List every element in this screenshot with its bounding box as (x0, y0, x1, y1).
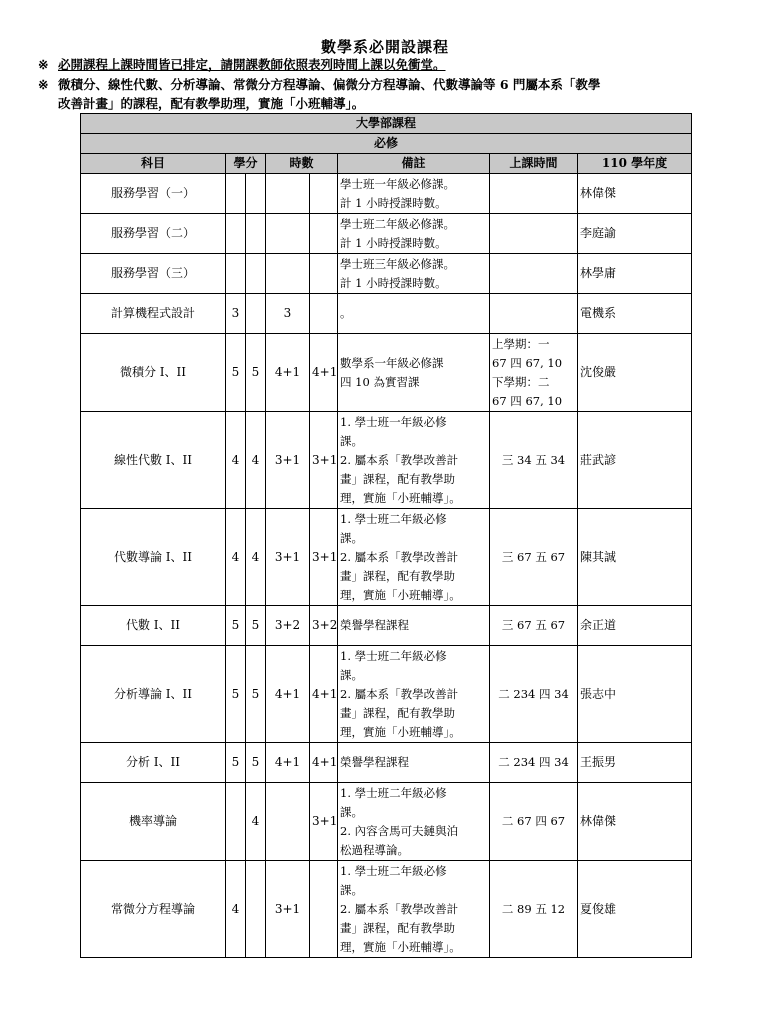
course-name: 代數 I、II (81, 606, 226, 646)
credits-sem2: 4 (246, 412, 266, 509)
credits-sem1 (226, 174, 246, 214)
remarks-line: 畫」課程，配有教學助 (340, 920, 455, 935)
course-remarks (338, 174, 490, 214)
course-teacher: 莊武諺 (578, 412, 692, 509)
credits-sem1 (226, 254, 246, 294)
credits-sem1: 3 (226, 294, 246, 334)
schedule-line: 三 67 五 67 (501, 618, 566, 632)
remarks-line: 1. 學士班二年級必修 (340, 863, 447, 878)
header-subject: 科目 (81, 154, 226, 174)
course-name: 機率導論 (81, 783, 226, 861)
header-remarks: 備註 (338, 154, 490, 174)
hours-sem1: 4+1 (266, 646, 310, 743)
course-row (81, 254, 692, 294)
remarks-line: 課。 (340, 667, 363, 682)
hours-sem1: 3 (266, 294, 310, 334)
note-schedule (38, 55, 446, 74)
hours-sem2 (310, 174, 338, 214)
hours-sem2 (310, 214, 338, 254)
credits-sem1: 4 (226, 412, 246, 509)
page-title: 數學系必開設課程 (320, 38, 449, 56)
band-required-label: 必修 (81, 134, 692, 154)
hours-sem1: 4+1 (266, 743, 310, 783)
course-schedule (490, 412, 578, 509)
hours-sem1: 3+1 (266, 412, 310, 509)
credits-sem2: 4 (246, 509, 266, 606)
course-row (81, 334, 692, 412)
header-credits: 學分 (226, 154, 266, 174)
credits-sem2 (246, 861, 266, 958)
course-row (81, 412, 692, 509)
remarks-line: 畫」課程，配有教學助 (340, 568, 455, 583)
note-schedule-text: 必開課程上課時間皆已排定，請開課教師依照表列時間上課以免衝堂。 (58, 57, 446, 72)
hours-sem2: 4+1 (310, 334, 338, 412)
schedule-line: 67 四 67, 10 (492, 355, 563, 370)
credits-sem1: 5 (226, 743, 246, 783)
hours-sem2: 4+1 (310, 646, 338, 743)
course-name: 服務學習（三） (81, 254, 226, 294)
hours-sem2: 3+1 (310, 509, 338, 606)
hours-sem1 (266, 254, 310, 294)
course-row (81, 294, 692, 334)
course-teacher: 王振男 (578, 743, 692, 783)
hours-sem2 (310, 861, 338, 958)
credits-sem2 (246, 214, 266, 254)
header-schedule: 上課時間 (490, 154, 578, 174)
credits-sem2: 5 (246, 606, 266, 646)
course-name: 常微分方程導論 (81, 861, 226, 958)
remarks-line: 畫」課程，配有教學助 (340, 705, 455, 720)
credits-sem1: 5 (226, 646, 246, 743)
course-row (81, 861, 692, 958)
hours-sem2: 3+1 (310, 412, 338, 509)
credits-sem1 (226, 214, 246, 254)
remarks-line: 學士班一年級必修課。 (340, 176, 455, 191)
hours-sem1 (266, 783, 310, 861)
hours-sem1: 4+1 (266, 334, 310, 412)
course-name: 分析 I、II (81, 743, 226, 783)
band-undergrad-label: 大學部課程 (81, 114, 692, 134)
header-row (81, 154, 692, 174)
course-schedule (490, 174, 578, 214)
remarks-line: 課。 (340, 804, 363, 819)
remarks-line: 2. 屬本系「教學改善計 (340, 901, 459, 916)
hours-sem2 (310, 294, 338, 334)
remarks-line: 1. 學士班二年級必修 (340, 511, 447, 526)
course-remarks (338, 861, 490, 958)
course-schedule (490, 606, 578, 646)
course-schedule (490, 334, 578, 412)
hours-sem1: 3+2 (266, 606, 310, 646)
remarks-line: 理，實施「小班輔導」。 (340, 490, 461, 505)
remarks-line: 課。 (340, 530, 363, 545)
remarks-line: 1. 學士班二年級必修 (340, 648, 447, 663)
hours-sem1 (266, 174, 310, 214)
course-remarks (338, 214, 490, 254)
remarks-line: 。 (340, 306, 352, 320)
remarks-line: 理，實施「小班輔導」。 (340, 939, 461, 954)
course-row (81, 646, 692, 743)
course-name: 分析導論 I、II (81, 646, 226, 743)
remarks-line: 學士班三年級必修課。 (340, 256, 455, 271)
course-name: 代數導論 I、II (81, 509, 226, 606)
schedule-line: 三 67 五 67 (501, 549, 566, 564)
course-teacher: 李庭諭 (578, 214, 692, 254)
hours-sem1: 3+1 (266, 509, 310, 606)
course-name: 線性代數 I、II (81, 412, 226, 509)
course-name: 服務學習（二） (81, 214, 226, 254)
reference-mark: ※ (38, 77, 49, 92)
course-teacher: 林偉傑 (578, 783, 692, 861)
remarks-line: 榮譽學程課程 (340, 618, 409, 632)
course-row (81, 509, 692, 606)
course-schedule (490, 646, 578, 743)
remarks-line: 榮譽學程課程 (340, 755, 409, 769)
credits-sem2 (246, 254, 266, 294)
reference-mark: ※ (38, 57, 49, 72)
credits-sem2: 5 (246, 334, 266, 412)
credits-sem2: 4 (246, 783, 266, 861)
remarks-line: 計 1 小時授課時數。 (340, 275, 447, 290)
remarks-line: 計 1 小時授課時數。 (340, 195, 447, 210)
course-name: 計算機程式設計 (81, 294, 226, 334)
note-courses (38, 75, 738, 113)
credits-sem2: 5 (246, 646, 266, 743)
hours-sem1: 3+1 (266, 861, 310, 958)
course-teacher: 張志中 (578, 646, 692, 743)
course-teacher: 余正道 (578, 606, 692, 646)
credits-sem1: 5 (226, 334, 246, 412)
course-schedule (490, 783, 578, 861)
course-remarks (338, 334, 490, 412)
course-remarks (338, 509, 490, 606)
course-name: 微積分 I、II (81, 334, 226, 412)
remarks-line: 2. 屬本系「教學改善計 (340, 549, 459, 564)
schedule-line: 二 234 四 34 (498, 686, 569, 701)
header-hours: 時數 (266, 154, 338, 174)
schedule-line: 下學期：二 (492, 374, 550, 389)
schedule-line: 二 67 四 67 (501, 814, 566, 828)
schedule-line: 三 34 五 34 (501, 452, 566, 467)
remarks-line: 畫」課程，配有教學助 (340, 471, 455, 486)
schedule-line: 二 234 四 34 (498, 755, 569, 769)
course-teacher: 電機系 (578, 294, 692, 334)
course-schedule (490, 509, 578, 606)
remarks-line: 2. 屬本系「教學改善計 (340, 686, 459, 701)
remarks-line: 課。 (340, 882, 363, 897)
band-undergrad (81, 114, 692, 134)
credits-sem2: 5 (246, 743, 266, 783)
course-row (81, 214, 692, 254)
course-teacher: 林偉傑 (578, 174, 692, 214)
credits-sem2 (246, 294, 266, 334)
remarks-line: 1. 學士班一年級必修 (340, 414, 447, 429)
course-teacher: 夏俊雄 (578, 861, 692, 958)
note-courses-line2: 改善計畫」的課程，配有教學助理，實施「小班輔導」。 (58, 96, 365, 111)
course-row (81, 783, 692, 861)
course-remarks (338, 294, 490, 334)
remarks-line: 學士班二年級必修課。 (340, 216, 455, 231)
schedule-line: 二 89 五 12 (501, 901, 566, 916)
course-teacher: 沈俊嚴 (578, 334, 692, 412)
header-year: 110 學年度 (578, 154, 692, 174)
course-schedule (490, 254, 578, 294)
course-remarks (338, 254, 490, 294)
course-remarks (338, 606, 490, 646)
remarks-line: 理，實施「小班輔導」。 (340, 724, 461, 739)
course-schedule (490, 861, 578, 958)
credits-sem1 (226, 783, 246, 861)
remarks-line: 2. 屬本系「教學改善計 (340, 452, 459, 467)
course-name: 服務學習（一） (81, 174, 226, 214)
schedule-line: 67 四 67, 10 (492, 393, 563, 408)
credits-sem1: 4 (226, 861, 246, 958)
hours-sem2: 3+1 (310, 783, 338, 861)
credits-sem1: 5 (226, 606, 246, 646)
remarks-line: 數學系一年級必修課 (340, 355, 444, 370)
band-required (81, 134, 692, 154)
course-schedule (490, 294, 578, 334)
remarks-line: 2. 內容含馬可夫鏈與泊 (340, 823, 459, 838)
course-row (81, 743, 692, 783)
course-teacher: 陳其誠 (578, 509, 692, 606)
credits-sem1: 4 (226, 509, 246, 606)
hours-sem1 (266, 214, 310, 254)
course-table (80, 113, 692, 958)
hours-sem2 (310, 254, 338, 294)
note-courses-line1: 微積分、線性代數、分析導論、常微分方程導論、偏微分方程導論、代數導論等 6 門屬本系「教學 (58, 77, 601, 92)
course-remarks (338, 412, 490, 509)
course-schedule (490, 214, 578, 254)
hours-sem2: 4+1 (310, 743, 338, 783)
course-row (81, 606, 692, 646)
course-teacher: 林學庸 (578, 254, 692, 294)
course-remarks (338, 646, 490, 743)
remarks-line: 計 1 小時授課時數。 (340, 235, 447, 250)
course-row (81, 174, 692, 214)
course-schedule (490, 743, 578, 783)
schedule-line: 上學期：一 (492, 336, 550, 351)
credits-sem2 (246, 174, 266, 214)
course-remarks (338, 743, 490, 783)
remarks-line: 四 10 為實習課 (340, 374, 420, 389)
hours-sem2: 3+2 (310, 606, 338, 646)
remarks-line: 課。 (340, 433, 363, 448)
remarks-line: 理，實施「小班輔導」。 (340, 587, 461, 602)
remarks-line: 松過程導論。 (340, 842, 409, 857)
course-remarks (338, 783, 490, 861)
remarks-line: 1. 學士班二年級必修 (340, 785, 447, 800)
